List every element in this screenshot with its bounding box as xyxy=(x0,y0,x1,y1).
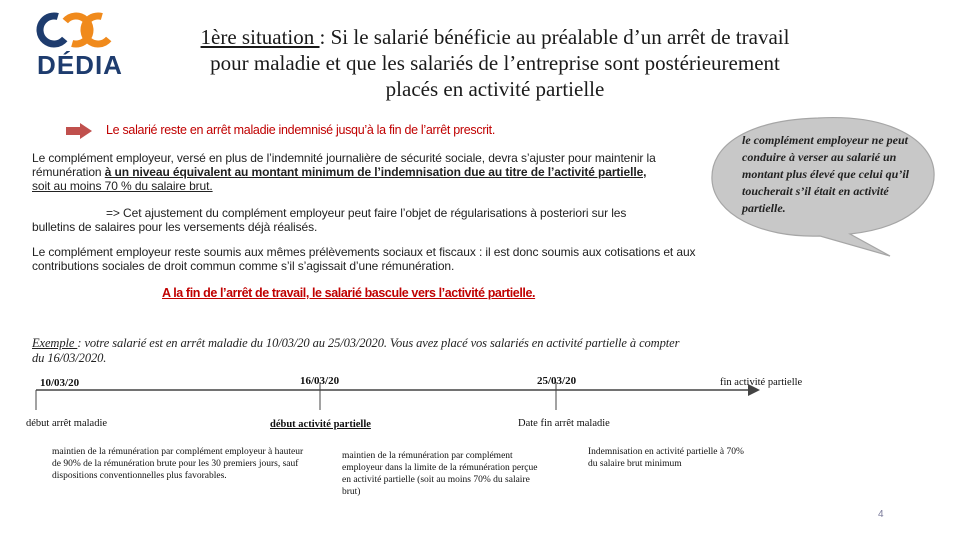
date-end-sick: 25/03/20 xyxy=(537,375,577,387)
title-prefix: 1ère situation xyxy=(200,25,320,49)
logo-text: DÉDIA xyxy=(37,50,123,80)
page-number: 4 xyxy=(878,509,884,520)
example-body: : votre salarié est en arrêt maladie du 10/03/20 au 25/03/2020. Vous avez placé vos salariés en activité partielle à compter du 16/03/2020. xyxy=(32,336,680,365)
note-overlap-period: maintien de la rémunération par complément employeur dans la limite de la rémunération perçue en activité partielle (soit au moins 70% du salaire brut) xyxy=(342,451,538,497)
date-end-partial: fin activité partielle xyxy=(720,377,803,388)
title-line3: placés en activité partielle xyxy=(385,77,605,101)
label-start-partial: début activité partielle xyxy=(270,419,371,430)
page-title xyxy=(120,24,870,102)
title-line2: pour maladie et que les salariés de l’entreprise sont postérieurement xyxy=(210,51,780,75)
label-start-sick: début arrêt maladie xyxy=(26,418,108,429)
arrow-right-icon xyxy=(66,123,92,139)
p2-line1: => Cet ajustement du complément employeur peut faire l’objet de régularisations à posteriori sur les xyxy=(106,206,627,220)
date-start: 10/03/20 xyxy=(40,377,80,389)
p1-underlined: soit au moins 70 % du salaire brut. xyxy=(32,179,213,193)
paragraph-contributions: Le complément employeur reste soumis aux mêmes prélèvements sociaux et fiscaux : il est donc soumis aux cotisations et aux contributions sociales de droit commun comme s’il s’agissait d’une rémunération. xyxy=(32,245,696,273)
p1-bold-underlined: à un niveau équivalent au montant minimum de l’indemnisation due au titre de l’activité partielle, xyxy=(104,165,647,179)
p2-line2: bulletins de salaires pour les versements déjà réalisés. xyxy=(32,220,318,234)
note-sick-period: maintien de la rémunération par complément employeur à hauteur de 90% de la rémunération brute pour les 30 premiers jours, sauf dispositions conventionnelles plus favorables. xyxy=(52,447,304,481)
timeline xyxy=(0,370,960,430)
bubble-text: le complément employeur ne peut conduire à verser au salarié un montant plus élevé que celui qu’il toucherait s’il était en activité partielle. xyxy=(742,133,909,215)
date-partial: 16/03/20 xyxy=(300,375,340,387)
end-statement: A la fin de l’arrêt de travail, le salarié bascule vers l’activité partielle. xyxy=(162,286,536,300)
paragraph-adjustment xyxy=(32,206,702,234)
red-statement: Le salarié reste en arrêt maladie indemnisé jusqu’à la fin de l’arrêt prescrit. xyxy=(106,123,496,137)
title-line1: : Si le salarié bénéficie au préalable d’un arrêt de travail xyxy=(319,25,790,49)
paragraph-complement xyxy=(32,151,722,193)
example-label: Exemple xyxy=(32,336,78,350)
note-partial-activity: Indemnisation en activité partielle à 70% du salaire brut minimum xyxy=(588,447,744,469)
example-text xyxy=(32,336,682,366)
p1-text: Le complément employeur, versé en plus de l’indemnité journalière de sécurité sociale, devra s’ajuster pour maintenir la rémunération xyxy=(32,151,656,179)
label-end-sick: Date fin arrêt maladie xyxy=(518,418,610,429)
